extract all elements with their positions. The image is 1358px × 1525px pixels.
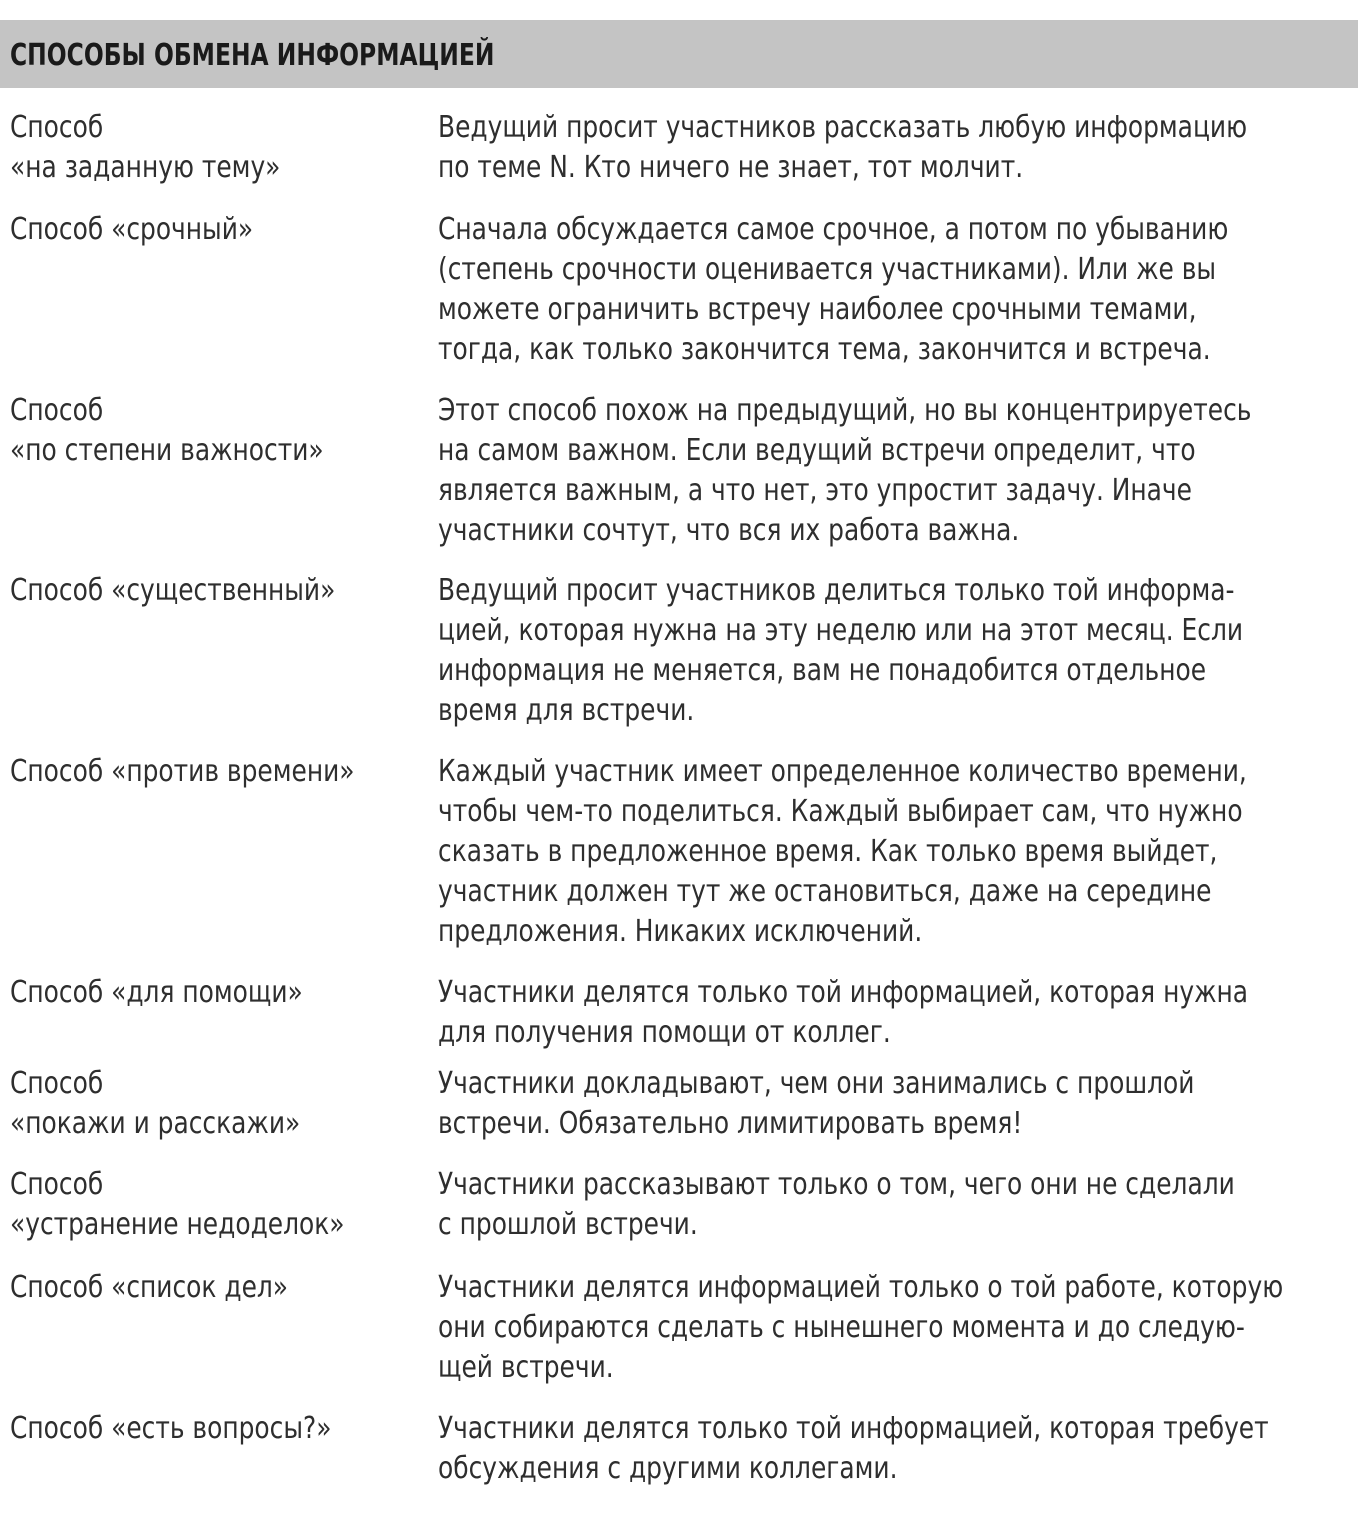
method-name: Способ «есть вопросы?» — [10, 1411, 332, 1446]
method-name: Способ «по степени важности» — [10, 393, 324, 468]
table-title: СПОСОБЫ ОБМЕНА ИНФОРМАЦИЕЙ — [10, 38, 495, 73]
method-name: Способ «устранение недоделок» — [10, 1167, 345, 1242]
method-name: Способ «на заданную тему» — [10, 110, 281, 185]
method-description: Участники делятся информацией только о той работе, которую они собираются сделать с нынешнего момента и до следую- щей встречи. — [438, 1270, 1284, 1385]
method-name: Способ «покажи и расскажи» — [10, 1066, 301, 1141]
method-description: Ведущий просит участников делиться только той информа- цией, которая нужна на эту неделю или на этот месяц. Если информация не меняется, вам не понадобится отдельное время для встречи. — [438, 573, 1244, 728]
method-description: Этот способ похож на предыдущий, но вы концентрируетесь на самом важном. Если ведущий встречи определит, что является важным, а что нет, это упростит задачу. Иначе участники сочтут, что вся их работа важна. — [438, 393, 1252, 548]
method-name: Способ «для помощи» — [10, 975, 303, 1010]
method-description: Каждый участник имеет определенное количество времени, чтобы чем-то поделиться. Каждый выбирает сам, что нужно сказать в предложенное время. Как только время выйдет, участник должен тут же остановиться, даже на середине предложения. Никаких исключений. — [438, 754, 1247, 949]
method-name: Способ «существенный» — [10, 573, 336, 608]
method-description: Участники делятся только той информацией, которая нужна для получения помощи от коллег. — [438, 975, 1249, 1050]
method-description: Ведущий просит участников рассказать любую информацию по теме N. Кто ничего не знает, тот молчит. — [438, 110, 1248, 185]
method-description: Участники делятся только той информацией, которая требует обсуждения с другими коллегами. — [438, 1411, 1269, 1486]
method-name: Способ «против времени» — [10, 754, 355, 789]
method-name: Способ «список дел» — [10, 1270, 289, 1305]
method-name: Способ «срочный» — [10, 212, 254, 247]
method-description: Сначала обсуждается самое срочное, а потом по убыванию (степень срочности оценивается участниками). Или же вы можете ограничить встречу наиболее срочными темами, тогда, как только закончится тема, закончится и встреча. — [438, 212, 1229, 367]
method-description: Участники рассказывают только о том, чего они не сделали с прошлой встречи. — [438, 1167, 1235, 1242]
method-description: Участники докладывают, чем они занимались с прошлой встречи. Обязательно лимитировать время! — [438, 1066, 1195, 1141]
